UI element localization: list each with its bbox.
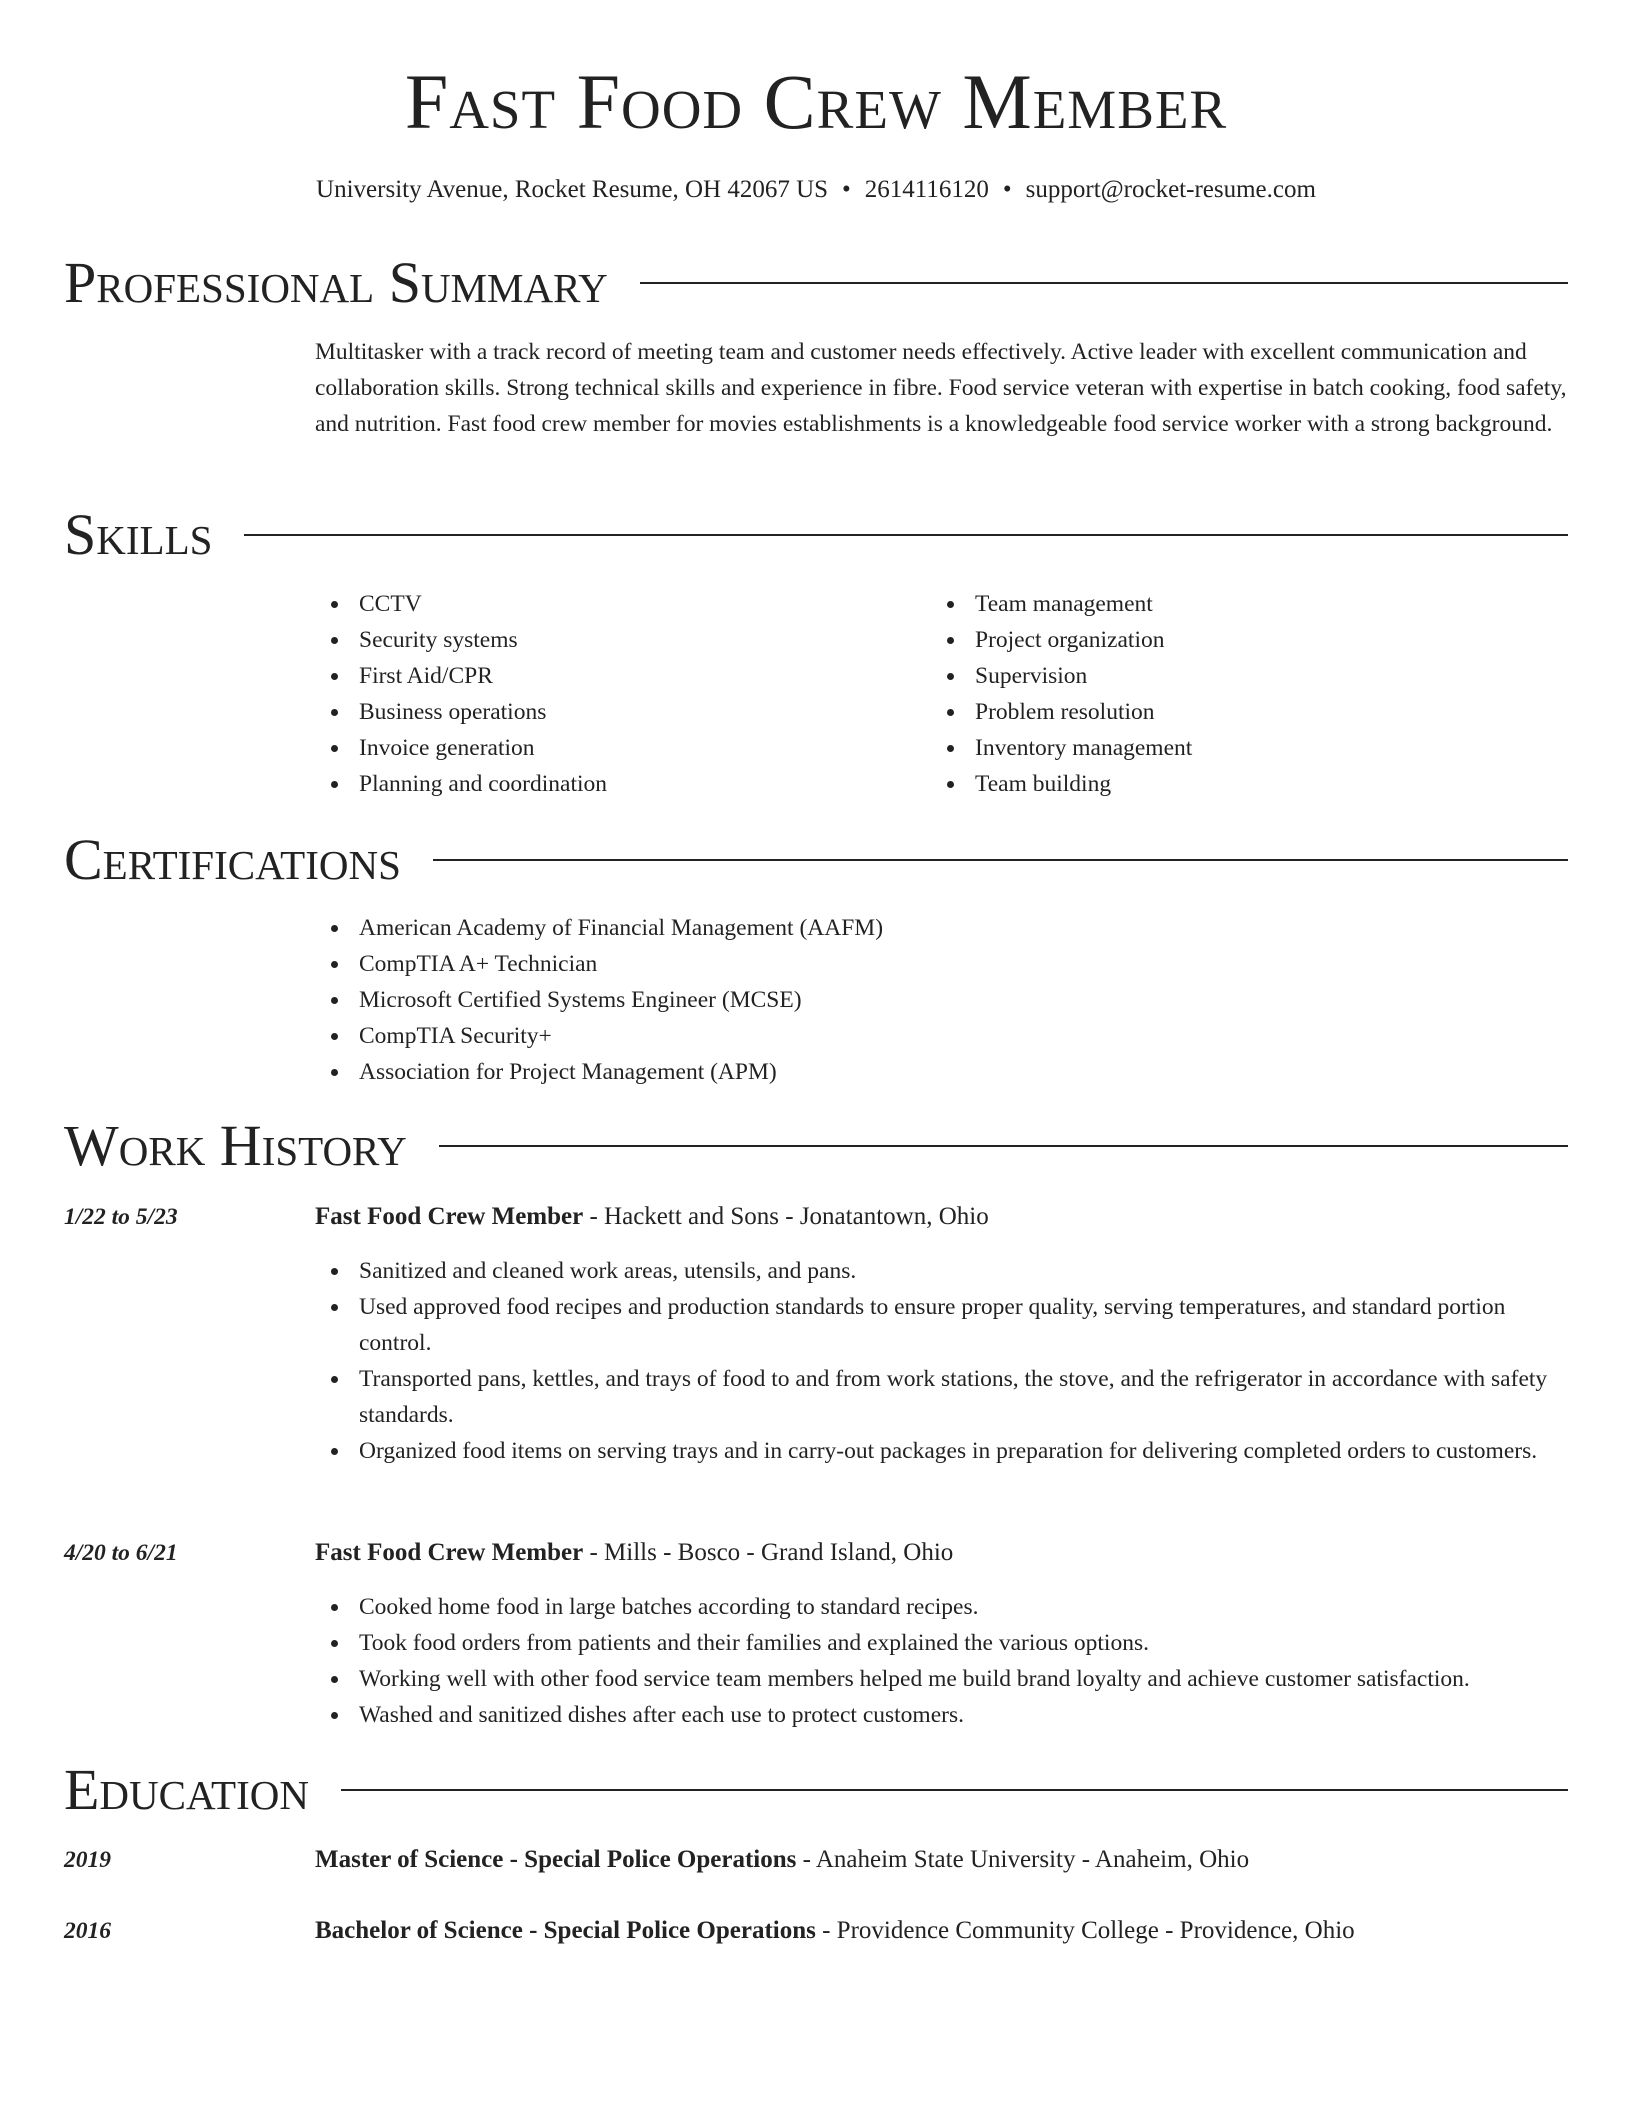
section-divider [640, 282, 1568, 284]
section-divider [433, 859, 1568, 861]
education-entry [315, 1842, 1568, 1878]
skill-item: Business operations [315, 694, 931, 730]
summary-heading: Professional Summary [64, 250, 608, 315]
job-duty-item: Sanitized and cleaned work areas, utensils, and pans. [315, 1253, 1568, 1289]
job-title: Fast Food Crew Member [315, 1203, 584, 1230]
skill-item: Supervision [931, 658, 1547, 694]
school-location: - Providence Community College - Providence, Ohio [815, 1917, 1355, 1944]
job-duty-item: Transported pans, kettles, and trays of food to and from work stations, the stove, and the refrigerator in accordance with safety standards. [315, 1361, 1568, 1433]
contact-separator: • [842, 176, 851, 203]
skill-item: First Aid/CPR [315, 658, 931, 694]
summary-section-header [64, 248, 1568, 318]
degree-title: Master of Science - Special Police Operations [315, 1846, 797, 1873]
job-employer-location: - Mills - Bosco - Grand Island, Ohio [583, 1539, 954, 1566]
contact-address: University Avenue, Rocket Resume, OH 42067 US [316, 176, 829, 203]
skill-item: Security systems [315, 622, 931, 658]
certification-item: CompTIA Security+ [315, 1018, 1568, 1054]
contact-line [64, 172, 1568, 208]
certifications-section-header [64, 825, 1568, 895]
degree-title: Bachelor of Science - Special Police Operations [315, 1917, 816, 1944]
skill-item: Team management [931, 586, 1547, 622]
section-divider [439, 1145, 1568, 1147]
job-title-line [315, 1535, 1568, 1571]
job-duty-item: Cooked home food in large batches according to standard recipes. [315, 1589, 1568, 1625]
skills-column-left [315, 586, 931, 802]
job-dates: 4/20 to 6/21 [64, 1540, 178, 1566]
job-duty-item: Took food orders from patients and their families and explained the various options. [315, 1625, 1568, 1661]
job-duty-item: Working well with other food service team members helped me build brand loyalty and achieve customer satisfaction. [315, 1661, 1568, 1697]
work-history-heading: Work History [64, 1113, 407, 1178]
education-year: 2016 [64, 1918, 111, 1944]
certification-item: CompTIA A+ Technician [315, 946, 1568, 982]
skills-heading: Skills [64, 502, 213, 567]
education-entry [315, 1913, 1568, 1949]
certification-item: American Academy of Financial Management (AAFM) [315, 910, 1568, 946]
skills-list [315, 586, 1568, 802]
job-title: Fast Food Crew Member [315, 1539, 584, 1566]
certification-item: Association for Project Management (APM) [315, 1054, 1568, 1090]
job-duties [315, 1589, 1568, 1733]
education-heading: Education [64, 1757, 309, 1822]
job-duties [315, 1253, 1568, 1469]
job-employer-location: - Hackett and Sons - Jonatantown, Ohio [583, 1203, 989, 1230]
job-duty-item: Used approved food recipes and production standards to ensure proper quality, serving temperatures, and standard portion control. [315, 1289, 1568, 1361]
summary-text: Multitasker with a track record of meeting team and customer needs effectively. Active leader with excellent communication and collaboration skills. Strong technical skills and experience in fibre. Food service veteran with expertise in batch cooking, food safety, and nutrition. Fast food crew member for movies establishments is a knowledgeable food service worker with a strong background. [315, 339, 1567, 437]
certifications-heading: Certifications [64, 827, 401, 892]
work-history-section-header [64, 1111, 1568, 1181]
skill-item: Invoice generation [315, 730, 931, 766]
certification-item: Microsoft Certified Systems Engineer (MCSE) [315, 982, 1568, 1018]
skill-item: Planning and coordination [315, 766, 931, 802]
skill-item: Project organization [931, 622, 1547, 658]
job-duty-item: Washed and sanitized dishes after each use to protect customers. [315, 1697, 1568, 1733]
section-divider [341, 1789, 1568, 1791]
contact-phone: 2614116120 [864, 176, 989, 203]
education-section-header [64, 1755, 1568, 1825]
school-location: - Anaheim State University - Anaheim, Ohio [796, 1846, 1250, 1873]
job-dates: 1/22 to 5/23 [64, 1204, 178, 1230]
contact-separator: • [1002, 176, 1012, 203]
contact-email: support@rocket-resume.com [1025, 176, 1316, 203]
job-title-line [315, 1199, 1568, 1235]
skill-item: CCTV [315, 586, 931, 622]
education-year: 2019 [64, 1847, 111, 1873]
skill-item: Team building [931, 766, 1547, 802]
certifications-list [315, 910, 1568, 1090]
skill-item: Problem resolution [931, 694, 1547, 730]
candidate-name: Fast Food Crew Member [404, 58, 1228, 145]
section-divider [244, 534, 1568, 536]
job-duty-item: Organized food items on serving trays and in carry-out packages in preparation for delivering completed orders to customers. [315, 1433, 1568, 1469]
skill-item: Inventory management [931, 730, 1547, 766]
skills-column-right [931, 586, 1547, 802]
skills-section-header [64, 500, 1568, 570]
